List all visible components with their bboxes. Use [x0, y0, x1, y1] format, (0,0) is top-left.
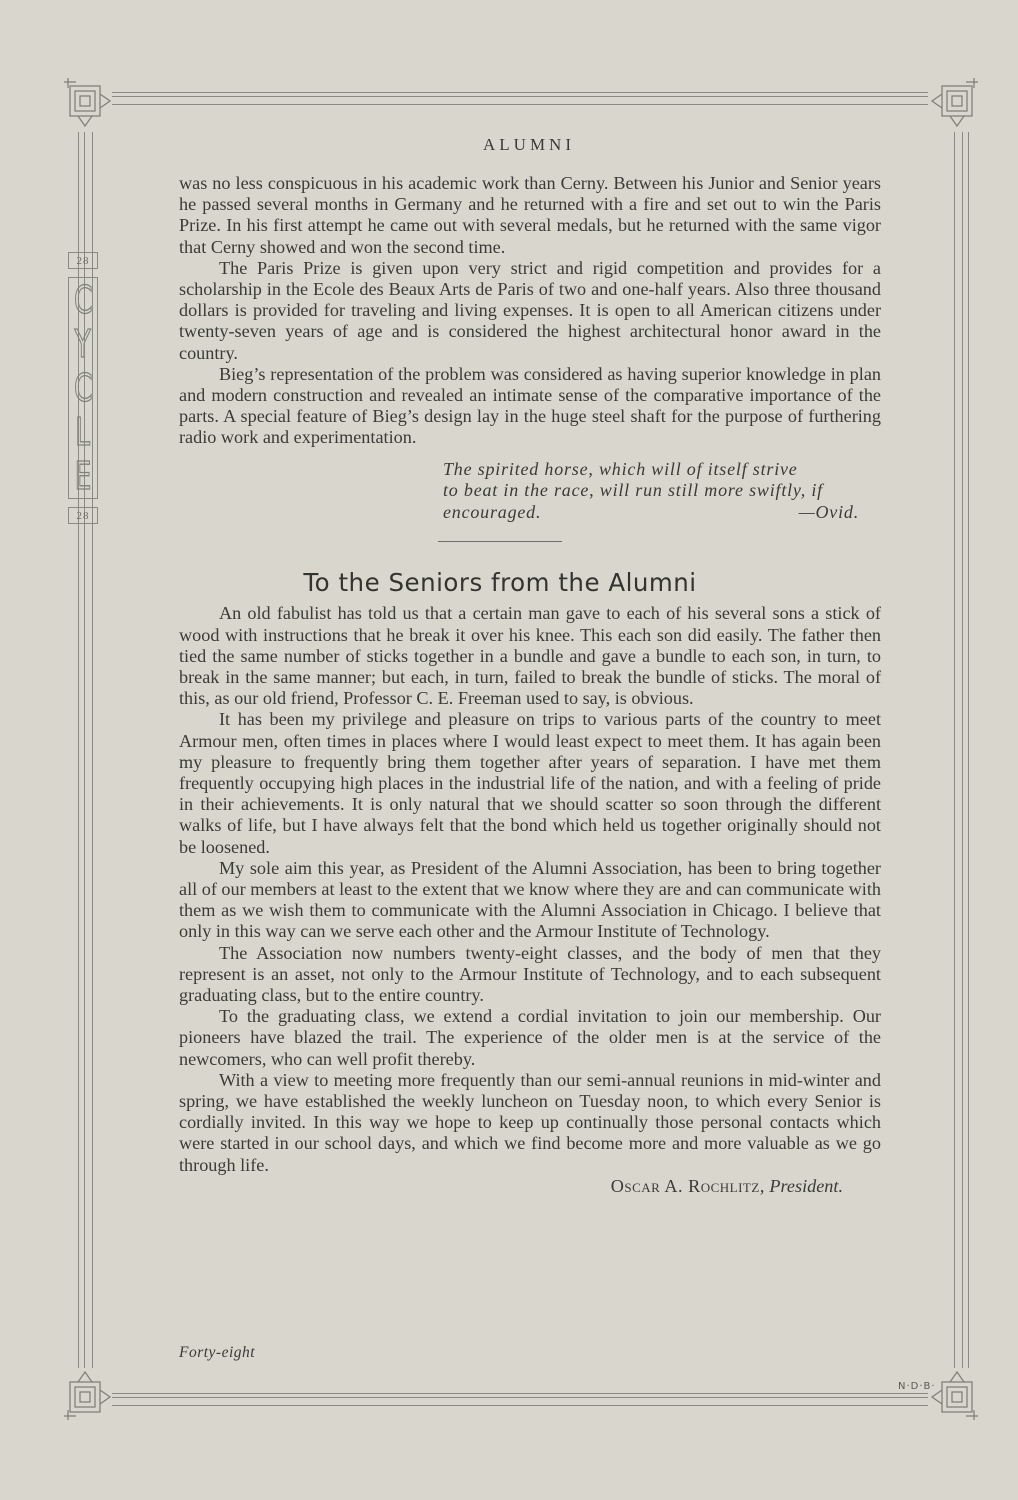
banner-letter: C [73, 366, 93, 410]
frame-right-line-3 [968, 132, 969, 1368]
frame-bottom-line [112, 1393, 928, 1394]
quote-line-last [443, 502, 881, 524]
paragraph: To the graduating class, we extend a cordial invitation to join our membership. Our pioneers have blazed the trail. The experience of the older men is at the service of the newcomers, who can well profit thereby. [179, 1006, 881, 1069]
frame-bottom-line-3 [112, 1405, 928, 1406]
banner-letter: L [75, 410, 91, 454]
paragraph: An old fabulist has told us that a certain man gave to each of his several sons a stick of wood with instructions that he break it over his knee. This each son did easily. The father then tied the same number of sticks together in a bundle and gave a bundle to each son, in turn, to break in the same manner; but each, in turn, failed to break the bundle of sticks. The moral of this, as our old friend, Professor C. E. Freeman used to say, is obvious. [179, 603, 881, 709]
paragraph: Bieg’s representation of the problem was considered as having superior knowledge in plan and modern construction and revealed an intimate sense of the comparative importance of the parts. A special feature of Bieg’s design lay in the huge steel shaft for the purpose of furthering radio work and experimentation. [179, 363, 881, 448]
section-title: To the Seniors from the Alumni [303, 568, 697, 598]
corner-ornament-top-right [928, 76, 980, 128]
signature-title: President. [769, 1175, 843, 1196]
quote-line: to beat in the race, will run still more swiftly, if [443, 480, 823, 501]
signature [179, 1176, 843, 1197]
frame-top-line [112, 92, 928, 93]
page-number: Forty-eight [179, 1344, 256, 1361]
paragraph: The Association now numbers twenty-eight classes, and the body of men that they represent is an asset, not only to the Armour Institute of Technology, and to each subsequent graduating class, but to the entire country. [179, 942, 881, 1005]
artist-initials: N·D·B· [898, 1381, 936, 1392]
banner-year-top: 28 [68, 252, 98, 269]
banner-letters [68, 277, 98, 499]
corner-ornament-bottom-left [62, 1370, 114, 1422]
frame-right-line-2 [962, 132, 963, 1368]
quote-line: encouraged. [443, 501, 542, 522]
section-divider [438, 541, 562, 542]
frame-top-line-2 [112, 96, 928, 97]
paragraph: was no less conspicuous in his academic work than Cerny. Between his Junior and Senior years he passed several months in Germany and he returned with a fire and set out to win the Paris Prize. In his first attempt he came out with several medals, but he returned with the same vigor that Cerny showed and won the second time. [179, 173, 881, 257]
paragraph: The Paris Prize is given upon very strict and rigid competition and provides for a scholarship in the Ecole des Beaux Arts de Paris of two and one-half years. Also three thousand dollars is provided for traveling and living expenses. It is open to all American citizens under twenty-seven years of age and is considered the highest architectural honor award in the country. [179, 257, 881, 363]
frame-right-line [954, 132, 955, 1368]
corner-ornament-top-left [62, 76, 114, 128]
paragraph: With a view to meeting more frequently than our semi-annual reunions in mid-winter and spring, we have established the weekly luncheon on Tuesday noon, to which every Senior is cordially invited. In this way we hope to keep up continually those personal contacts which were started in our school days, and which we find become more and more valuable as we go through life. [179, 1069, 881, 1175]
frame-bottom-line-2 [112, 1397, 928, 1398]
page-header: ALUMNI [483, 135, 575, 154]
page-content [179, 173, 881, 1197]
frame-top-line-3 [112, 104, 928, 105]
cycle-side-banner [66, 252, 100, 524]
epigraph-quote [443, 459, 881, 524]
paragraph: It has been my privilege and pleasure on trips to various parts of the country to meet Armour men, often times in places where I would least expect to meet them. It has again been my pleasure to frequently bring them together after years of separation. I have met them frequently occupying high places in the industrial life of the nation, and with a feeling of pride in their achievements. It is only natural that we should scatter so soon through the different walks of life, but I have always felt that the bond which held us together originally should not be loosened. [179, 709, 881, 857]
corner-ornament-bottom-right [928, 1370, 980, 1422]
banner-year-bottom: 28 [68, 507, 98, 524]
banner-letter: E [74, 454, 92, 498]
paragraph: My sole aim this year, as President of the Alumni Association, has been to bring together all of our members at least to the extent that we know where they are and can communicate with them as we wish them to communicate with the Alumni Association in Chicago. I believe that only in this way can we serve each other and the Armour Institute of Technology. [179, 857, 881, 942]
quote-attribution: —Ovid. [798, 501, 859, 522]
signature-name: Oscar A. Rochlitz, [610, 1175, 765, 1196]
banner-letter: C [73, 278, 93, 322]
banner-letter: Y [74, 322, 92, 366]
quote-line: The spirited horse, which will of itself strive [443, 458, 798, 479]
